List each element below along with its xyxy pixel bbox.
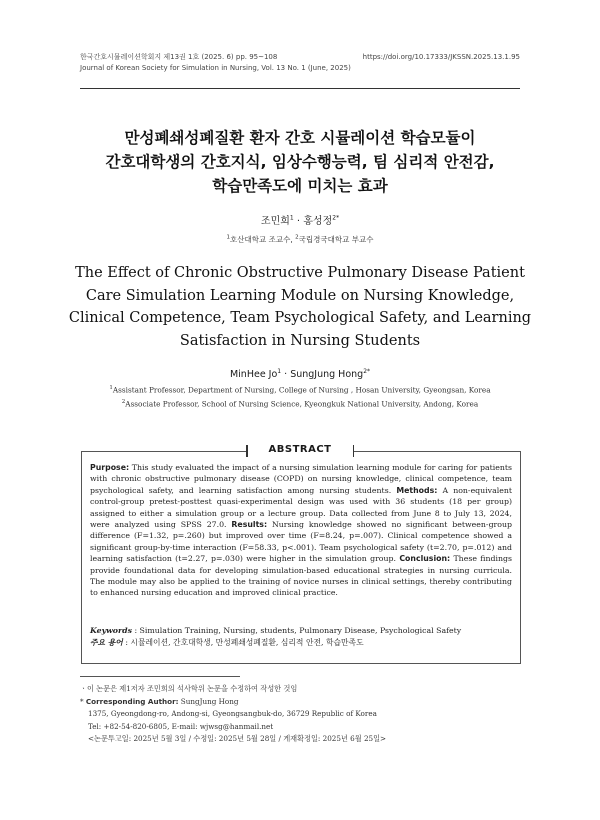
keywords-en-list: : Simulation Training, Nursing, students, Pulmonary Disease, Psychological Safety [131,626,462,635]
abstract-heading: ABSTRACT [246,444,354,455]
journal-citation-ko: 한국간호시뮬레이션학회지 제13권 1호 (2025. 6) pp. 95~108 [80,53,278,61]
abstract-purpose: This study evaluated the impact of a nursing simulation learning module for caring for patients with chronic obstructive pulmonary disease (COPD) on nursing knowledge, clinical competence, team psychological safety, and learning satisfaction among nursing students. [90,463,512,495]
english-title-line: Clinical Competence, Team Psychological Safety, and Learning [68,310,532,326]
footnote-note [80,683,520,696]
aff-sup: 2 [295,234,299,241]
footnote-note-text: 이 논문은 제1저자 조민희의 석사학위 논문을 수정하여 작성한 것임 [86,684,298,693]
author-separator: · [281,369,291,381]
affiliation: 국립경국대학교 부교수 [298,235,374,244]
footnote-rule [80,676,240,677]
doi-link[interactable]: https://doi.org/10.17333/JKSSN.2025.13.1.95 [362,53,520,61]
keywords-ko [90,637,512,649]
corresponding-label: Corresponding Author: [85,696,179,706]
affiliation-line [70,382,530,396]
author-sup: 2* [363,368,371,375]
korean-title-line: 간호대학생의 간호지식, 임상수행능력, 팀 심리적 안전감, [105,153,495,171]
aff-sup: 1 [226,234,231,241]
abstract-results: Nursing knowledge showed no significant between-group difference (F=1.32, p=.260) but improved over time (F=8.24, p=.007). Clinical competence showed a significant group-by-time interaction (F=58.33, p<.001). Team psychological safety (t=2.70, p=.012) and learning satisfaction (t=2.27, p=.030) were higher in the simulation group. [90,520,512,564]
korean-authors [0,212,600,227]
author-separator: · [293,216,304,227]
running-header [80,52,520,74]
author-sup: 1 [289,214,294,222]
keywords-ko-list: : 시뮬레이션, 간호대학생, 만성폐쇄성폐질환, 심리적 안전, 학습만족도 [122,638,364,647]
english-title-line: Satisfaction in Nursing Students [179,332,421,349]
affiliation: Associate Professor, School of Nursing Science, Kyeongkuk National University, Andong, Korea [125,399,479,409]
footnotes [80,683,520,746]
footnote-corresponding: * Corresponding Author: SungJung Hong [80,696,239,706]
aff-sup: 2 [121,399,126,406]
author-name: 조민희 [260,216,290,227]
author-name: SungJung Hong [290,369,364,381]
english-authors [0,368,600,380]
author-sup: 2* [332,214,340,222]
abstract-body [90,462,512,599]
korean-title [60,126,540,198]
author-name: 홍성정 [303,216,333,227]
keywords-en [90,625,512,637]
affiliation-line [70,396,530,410]
header-rule [80,88,520,89]
keywords-en-label: Keywords [90,626,132,635]
english-title-line: Care Simulation Learning Module on Nursing Knowledge, [85,287,515,304]
footnote-address: 1375, Gyeongdong-ro, Andong-si, Gyeongsangbuk-do, 36729 Republic of Korea [88,709,377,719]
author-name: MinHee Jo [229,369,278,381]
journal-citation-en: Journal of Korean Society for Simulation in Nursing, Vol. 13 No. 1 (June, 2025) [80,64,351,72]
corresponding-name: SungJung Hong [178,696,239,706]
keywords-ko-label: 주요 용어 [90,638,123,647]
abstract-methods-label: Methods: [396,485,438,495]
abstract-methods: A non-equivalent control-group pretest-posttest quasi-experimental design was used with 36 students (18 per group) assigned to either a simulation group or a lecture group. Data collected from June 8 to July 13, 2024, were analyzed using SPSS 27.0. [90,485,513,530]
author-sup: 1 [277,368,282,375]
footnote-contact: Tel: +82-54-820-6805, E-mail: wjwsg@hanmail.net [88,721,274,731]
abstract-conclusion-label: Conclusion: [399,554,451,564]
korean-title-line: 만성폐쇄성폐질환 환자 간호 시뮬레이션 학습모듈이 [124,129,476,147]
abstract-results-label: Results: [231,520,268,530]
english-title-line: The Effect of Chronic Obstructive Pulmonary Disease Patient [75,265,525,281]
korean-title-line: 학습만족도에 미치는 효과 [212,177,388,195]
footnote-marker: ㆍ [80,684,87,693]
footnote-dates: <논문투고일: 2025년 5월 3일 / 수정일: 2025년 5월 28일 / 게재확정일: 2025년 6월 25일> [88,734,387,744]
korean-affiliations [0,234,600,245]
aff-sup: 1 [109,385,113,391]
affiliation: Assistant Professor, Department of Nursing, College of Nursing , Hosan University, Gyeongsan, Korea [112,385,491,395]
abstract-purpose-label: Purpose: [90,463,130,472]
english-affiliations [70,382,530,411]
abstract-conclusion: These findings provide foundational data for developing simulation-based educational strategies in nursing curricula. The module may also be applied to the training of novice nurses in clinical settings, thereby contributing to enhanced nursing education and improved clinical practice. [90,554,512,598]
english-title [40,262,560,352]
affiliation: 호산대학교 조교수, [230,235,293,244]
keywords-block [90,625,512,649]
